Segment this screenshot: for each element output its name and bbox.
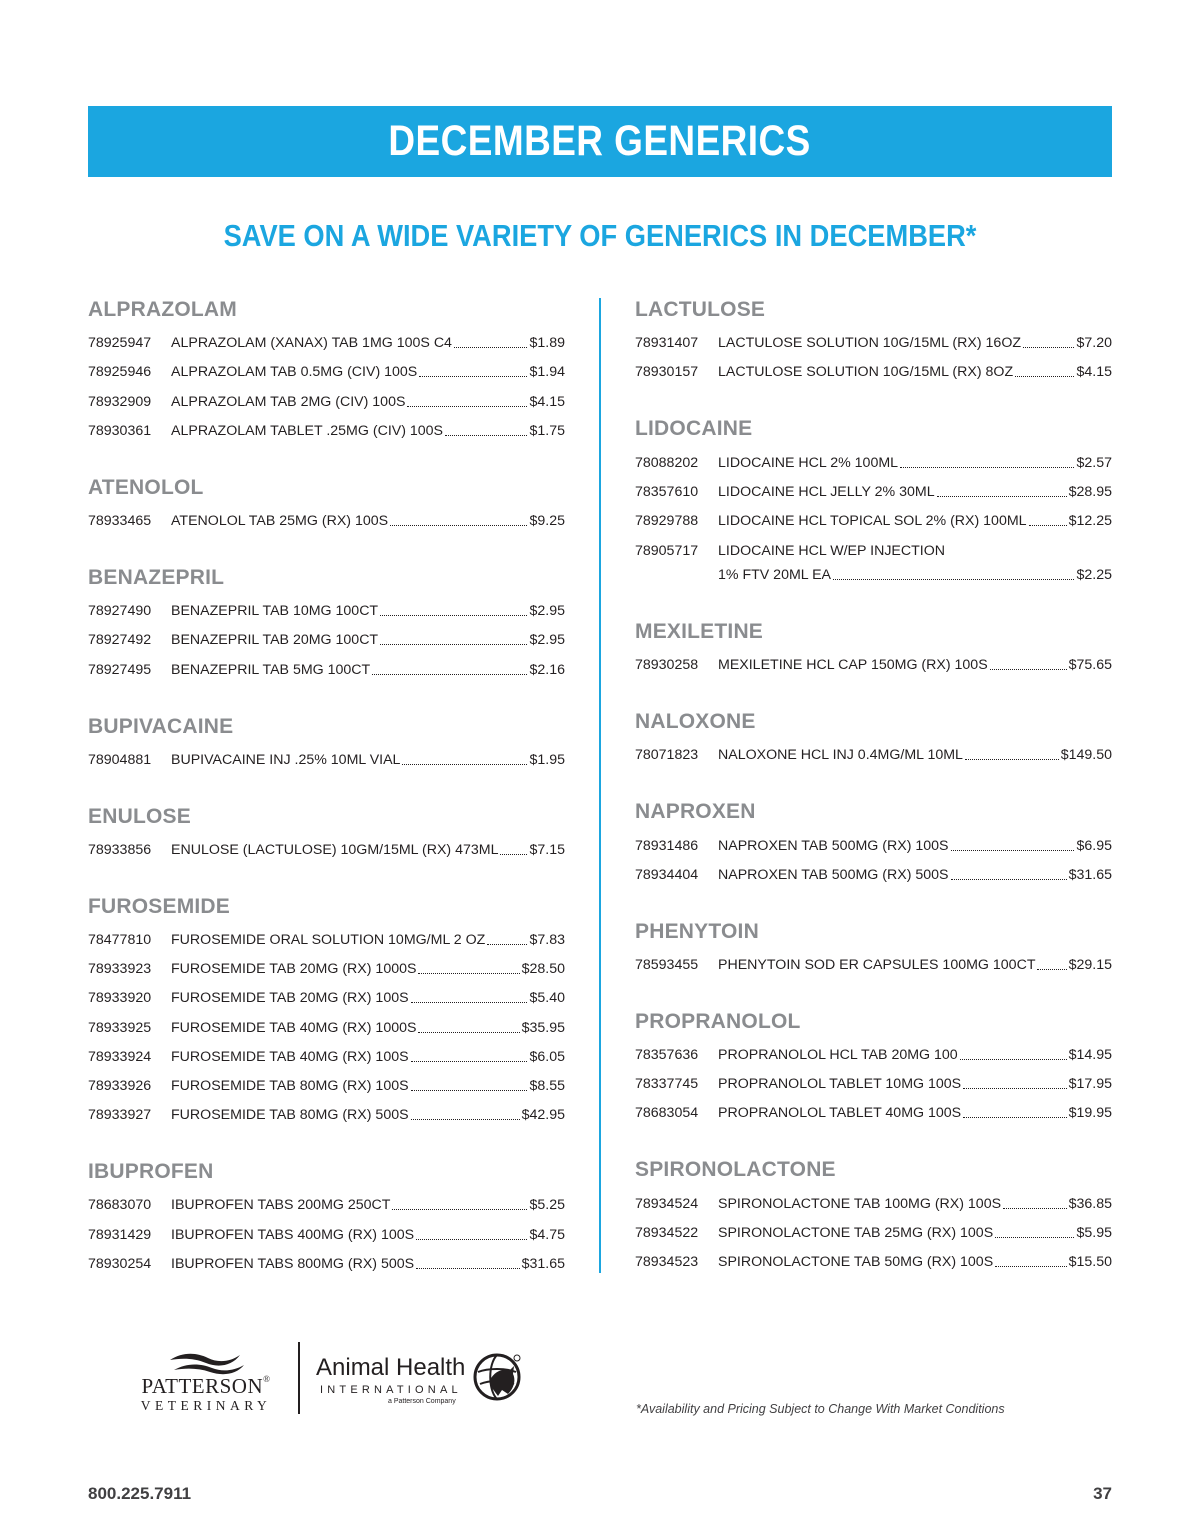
product-description: SPIRONOLACTONE TAB 100MG (RX) 100S — [718, 1195, 1002, 1212]
product-row — [88, 1041, 565, 1070]
product-row — [88, 982, 565, 1011]
product-row — [88, 1070, 565, 1099]
product-code: 78357636 — [635, 1047, 699, 1064]
product-description: FUROSEMIDE TAB 40MG (RX) 1000S — [171, 1019, 417, 1036]
dot-leader — [900, 467, 1074, 468]
dot-leader — [960, 1059, 1067, 1060]
product-row — [635, 829, 1112, 858]
product-description: LIDOCAINE HCL 2% 100ML — [718, 454, 899, 471]
product-price: $28.95 — [1068, 483, 1112, 500]
product-section — [635, 799, 1112, 887]
product-row — [635, 1097, 1112, 1126]
disclaimer: *Availability and Pricing Subject to Change With Market Conditions — [636, 1402, 1005, 1416]
product-code: 78933465 — [88, 512, 152, 529]
product-code: 78933924 — [88, 1048, 152, 1065]
dot-leader — [411, 1090, 528, 1091]
product-description: LIDOCAINE HCL JELLY 2% 30ML — [718, 483, 935, 500]
product-code: 78357610 — [635, 483, 699, 500]
product-section — [635, 709, 1112, 768]
dot-leader — [965, 759, 1059, 760]
product-price: $2.25 — [1076, 566, 1112, 583]
product-code: 78934523 — [635, 1254, 699, 1270]
product-section — [88, 894, 565, 1128]
product-description: LACTULOSE SOLUTION 10G/15ML (RX) 8OZ — [718, 364, 1014, 381]
product-price: $8.55 — [529, 1078, 565, 1094]
product-price: $7.20 — [1076, 335, 1112, 352]
product-price: $7.15 — [529, 841, 565, 858]
product-price: $9.25 — [529, 512, 565, 529]
product-row — [88, 1189, 565, 1218]
dot-leader — [419, 376, 527, 377]
product-code: 78934524 — [635, 1195, 699, 1212]
product-section — [88, 565, 565, 683]
dot-leader — [500, 854, 527, 855]
product-section — [88, 475, 565, 534]
dot-leader — [407, 406, 527, 407]
product-description: LACTULOSE SOLUTION 10G/15ML (RX) 16OZ — [718, 335, 1022, 352]
section-heading: ENULOSE — [88, 804, 191, 828]
product-price: $4.75 — [529, 1226, 565, 1243]
product-price: $42.95 — [521, 1107, 565, 1124]
product-description: IBUPROFEN TABS 200MG 250CT — [171, 1197, 391, 1214]
product-price: $28.50 — [521, 961, 565, 978]
product-section — [635, 416, 1112, 588]
product-price: $149.50 — [1060, 747, 1112, 764]
section-heading: BUPIVACAINE — [88, 714, 234, 738]
product-price: $36.85 — [1068, 1195, 1112, 1212]
dot-leader — [833, 579, 1074, 580]
dot-leader — [963, 1088, 1066, 1089]
product-description: IBUPROFEN TABS 800MG (RX) 500S — [171, 1255, 415, 1272]
product-price: $5.40 — [529, 990, 565, 1007]
product-price: $4.15 — [1076, 364, 1112, 381]
product-description: BENAZEPRIL TAB 20MG 100CT — [171, 632, 379, 649]
product-description: ATENOLOL TAB 25MG (RX) 100S — [171, 512, 389, 529]
product-row — [635, 476, 1112, 505]
product-description: LIDOCAINE HCL W/EP INJECTION — [718, 542, 946, 559]
product-description: ALPRAZOLAM TAB 0.5MG (CIV) 100S — [171, 364, 418, 381]
product-price: $6.05 — [529, 1048, 565, 1065]
product-code: 78683054 — [635, 1105, 699, 1122]
dot-leader — [418, 973, 519, 974]
product-code: 78337745 — [635, 1076, 699, 1093]
page-number: 37 — [1093, 1484, 1112, 1503]
product-price: $5.95 — [1076, 1224, 1112, 1241]
product-row — [88, 595, 565, 624]
product-row — [635, 534, 1112, 588]
product-code: 78932909 — [88, 393, 152, 410]
product-code: 78931486 — [635, 837, 699, 854]
dot-leader — [937, 496, 1067, 497]
product-row — [88, 953, 565, 982]
product-description: FUROSEMIDE TAB 40MG (RX) 100S — [171, 1048, 409, 1065]
section-heading: LACTULOSE — [635, 298, 766, 321]
product-description: IBUPROFEN TABS 400MG (RX) 100S — [171, 1226, 415, 1243]
dot-leader — [372, 674, 527, 675]
dot-leader — [392, 1209, 527, 1210]
product-row — [88, 1248, 565, 1277]
product-description: NALOXONE HCL INJ 0.4MG/ML 10ML — [718, 747, 963, 764]
section-heading: NALOXONE — [635, 710, 756, 734]
product-row — [88, 1099, 565, 1128]
product-row — [88, 356, 565, 385]
dot-leader — [1023, 347, 1074, 348]
product-code: 78071823 — [635, 747, 699, 764]
title-banner — [88, 106, 1112, 177]
product-section — [635, 1157, 1112, 1275]
dot-leader — [1037, 969, 1066, 970]
product-row — [635, 446, 1112, 475]
product-code: 78904881 — [88, 751, 152, 768]
ahi-tagline: a Patterson Company — [388, 1398, 456, 1405]
product-row — [88, 385, 565, 414]
product-row — [635, 739, 1112, 768]
product-row — [635, 1217, 1112, 1246]
product-code: 78930361 — [88, 422, 152, 439]
product-row — [635, 356, 1112, 385]
product-description: MEXILETINE HCL CAP 150MG (RX) 100S — [718, 657, 988, 674]
dot-leader — [411, 1119, 520, 1120]
product-row — [88, 834, 565, 863]
dot-leader — [454, 347, 528, 348]
dot-leader — [390, 525, 527, 526]
dot-leader — [487, 944, 527, 945]
column-divider — [599, 298, 601, 1273]
section-heading: LIDOCAINE — [635, 417, 753, 441]
product-row — [635, 327, 1112, 356]
dot-leader — [380, 644, 527, 645]
product-section — [635, 297, 1112, 385]
product-price: $31.65 — [521, 1255, 565, 1272]
product-code: 78934522 — [635, 1224, 699, 1241]
product-code: 78925947 — [88, 335, 152, 352]
product-price: $12.25 — [1068, 512, 1112, 529]
product-row — [635, 859, 1112, 888]
product-row — [88, 744, 565, 773]
product-code: 78933923 — [88, 961, 152, 978]
product-description: FUROSEMIDE ORAL SOLUTION 10MG/ML 2 OZ — [171, 932, 486, 949]
product-code: 78927495 — [88, 661, 152, 678]
product-description: ALPRAZOLAM (XANAX) TAB 1MG 100S C4 — [171, 335, 452, 352]
product-description: LIDOCAINE HCL TOPICAL SOL 2% (RX) 100ML — [718, 512, 1027, 529]
page-title: DECEMBER GENERICS — [388, 117, 812, 165]
product-description: NAPROXEN TAB 500MG (RX) 500S — [718, 866, 949, 883]
product-code: 78930157 — [635, 364, 699, 381]
product-price: $6.95 — [1076, 837, 1112, 854]
product-price: $14.95 — [1068, 1047, 1112, 1064]
product-row — [88, 624, 565, 653]
product-code: 78593455 — [635, 956, 699, 973]
patterson-subtitle: VETERINARY — [140, 1398, 272, 1413]
product-code: 78933927 — [88, 1107, 152, 1124]
product-price: $19.95 — [1068, 1105, 1112, 1122]
product-description: ENULOSE (LACTULOSE) 10GM/15ML (RX) 473ML — [171, 841, 499, 858]
product-section — [88, 804, 565, 863]
product-row — [635, 1068, 1112, 1097]
product-code: 78931429 — [88, 1226, 152, 1243]
section-heading: NAPROXEN — [635, 800, 756, 824]
product-code: 78930258 — [635, 657, 699, 674]
ahi-title: Animal Health — [316, 1354, 466, 1381]
product-code: 78927492 — [88, 632, 152, 649]
product-section — [88, 1159, 565, 1277]
product-description: PROPRANOLOL HCL TAB 20MG 100 — [718, 1047, 958, 1064]
product-price: $2.95 — [529, 632, 565, 649]
dot-leader — [416, 1239, 527, 1240]
product-row — [88, 505, 565, 534]
product-section — [88, 297, 565, 444]
product-price: $1.75 — [529, 422, 565, 439]
dot-leader — [1003, 1208, 1067, 1209]
section-heading: FUROSEMIDE — [88, 894, 231, 918]
dot-leader — [416, 1268, 519, 1269]
product-description: BENAZEPRIL TAB 10MG 100CT — [171, 603, 379, 620]
product-row — [88, 415, 565, 444]
product-section — [88, 714, 565, 773]
dot-leader — [445, 435, 527, 436]
product-row — [88, 924, 565, 953]
product-description-continued: 1% FTV 20ML EA — [718, 566, 832, 583]
dot-leader — [1015, 376, 1074, 377]
product-description: SPIRONOLACTONE TAB 25MG (RX) 100S — [718, 1224, 994, 1241]
product-description: NAPROXEN TAB 500MG (RX) 100S — [718, 837, 949, 854]
product-code: 78933920 — [88, 990, 152, 1007]
right-column — [635, 297, 1112, 1306]
dot-leader — [963, 1117, 1066, 1118]
dot-leader — [411, 1061, 528, 1062]
product-section — [635, 919, 1112, 978]
product-price: $1.89 — [529, 335, 565, 352]
product-description: BUPIVACAINE INJ .25% 10ML VIAL — [171, 751, 401, 768]
dot-leader — [995, 1266, 1066, 1267]
product-price: $7.83 — [529, 932, 565, 949]
product-row — [88, 327, 565, 356]
product-row — [635, 949, 1112, 978]
product-code: 78477810 — [88, 932, 152, 949]
section-heading: ALPRAZOLAM — [88, 298, 237, 321]
product-code: 78931407 — [635, 335, 699, 352]
phone-number: 800.225.7911 — [88, 1484, 192, 1503]
product-price: $75.65 — [1068, 657, 1112, 674]
product-price: $2.16 — [529, 661, 565, 678]
product-description: FUROSEMIDE TAB 80MG (RX) 500S — [171, 1107, 409, 1124]
section-heading: PROPRANOLOL — [635, 1009, 801, 1033]
ahi-subtitle: INTERNATIONAL — [320, 1384, 462, 1396]
product-row — [88, 1011, 565, 1040]
dot-leader — [411, 1002, 528, 1003]
dot-leader — [402, 764, 527, 765]
product-price: $17.95 — [1068, 1076, 1112, 1093]
dot-leader — [951, 850, 1075, 851]
product-description: PROPRANOLOL TABLET 10MG 100S — [718, 1076, 962, 1093]
dot-leader — [1029, 525, 1067, 526]
product-code: 78929788 — [635, 512, 699, 529]
dot-leader — [380, 615, 527, 616]
section-heading: IBUPROFEN — [88, 1160, 214, 1184]
product-price: $5.25 — [529, 1197, 565, 1214]
product-section — [635, 619, 1112, 678]
product-row — [88, 653, 565, 682]
product-code: 78927490 — [88, 603, 152, 620]
section-heading: BENAZEPRIL — [88, 565, 225, 589]
product-row — [635, 649, 1112, 678]
patterson-wave-logo-icon — [130, 1346, 282, 1376]
globe-horse-logo-icon — [470, 1350, 524, 1404]
product-description: FUROSEMIDE TAB 20MG (RX) 100S — [171, 990, 409, 1007]
product-row — [635, 1187, 1112, 1216]
product-price: $4.15 — [529, 393, 565, 410]
product-code: 78933925 — [88, 1019, 152, 1036]
product-code: 78930254 — [88, 1255, 152, 1272]
product-row — [635, 1246, 1112, 1275]
patterson-logo — [130, 1346, 282, 1416]
patterson-name: PATTERSON® — [141, 1374, 271, 1398]
product-row — [88, 1218, 565, 1247]
left-column — [88, 297, 565, 1308]
product-description: ALPRAZOLAM TAB 2MG (CIV) 100S — [171, 393, 406, 410]
dot-leader — [951, 879, 1067, 880]
section-heading: SPIRONOLACTONE — [635, 1158, 836, 1182]
product-price: $1.94 — [529, 364, 565, 381]
product-section — [635, 1009, 1112, 1127]
product-price: $2.95 — [529, 603, 565, 620]
product-description: FUROSEMIDE TAB 80MG (RX) 100S — [171, 1078, 409, 1094]
product-description: SPIRONOLACTONE TAB 50MG (RX) 100S — [718, 1254, 994, 1270]
product-price: $35.95 — [521, 1019, 565, 1036]
product-code: 78933856 — [88, 841, 152, 858]
logo-divider — [298, 1342, 300, 1414]
page-subtitle: SAVE ON A WIDE VARIETY OF GENERICS IN DECEMBER* — [223, 218, 977, 253]
product-code: 78683070 — [88, 1197, 152, 1214]
product-description: ALPRAZOLAM TABLET .25MG (CIV) 100S — [171, 422, 444, 439]
product-price: $15.50 — [1068, 1254, 1112, 1270]
product-price: $29.15 — [1068, 956, 1112, 973]
product-description: PROPRANOLOL TABLET 40MG 100S — [718, 1105, 962, 1122]
section-heading: MEXILETINE — [635, 619, 764, 643]
product-price: $1.95 — [529, 751, 565, 768]
section-heading: PHENYTOIN — [635, 919, 759, 943]
dot-leader — [418, 1032, 519, 1033]
product-row — [635, 505, 1112, 534]
product-code: 78088202 — [635, 454, 699, 471]
product-description: BENAZEPRIL TAB 5MG 100CT — [171, 661, 371, 678]
product-code: 78905717 — [635, 542, 699, 559]
product-code: 78933926 — [88, 1078, 152, 1094]
section-heading: ATENOLOL — [88, 475, 204, 499]
logo-area — [130, 1340, 530, 1420]
dot-leader — [990, 669, 1067, 670]
product-row — [635, 1039, 1112, 1068]
product-price: $2.57 — [1076, 454, 1112, 471]
product-price: $31.65 — [1068, 866, 1112, 883]
product-description: PHENYTOIN SOD ER CAPSULES 100MG 100CT — [718, 956, 1036, 973]
product-description: FUROSEMIDE TAB 20MG (RX) 1000S — [171, 961, 417, 978]
product-code: 78925946 — [88, 364, 152, 381]
product-code: 78934404 — [635, 866, 699, 883]
dot-leader — [995, 1237, 1074, 1238]
